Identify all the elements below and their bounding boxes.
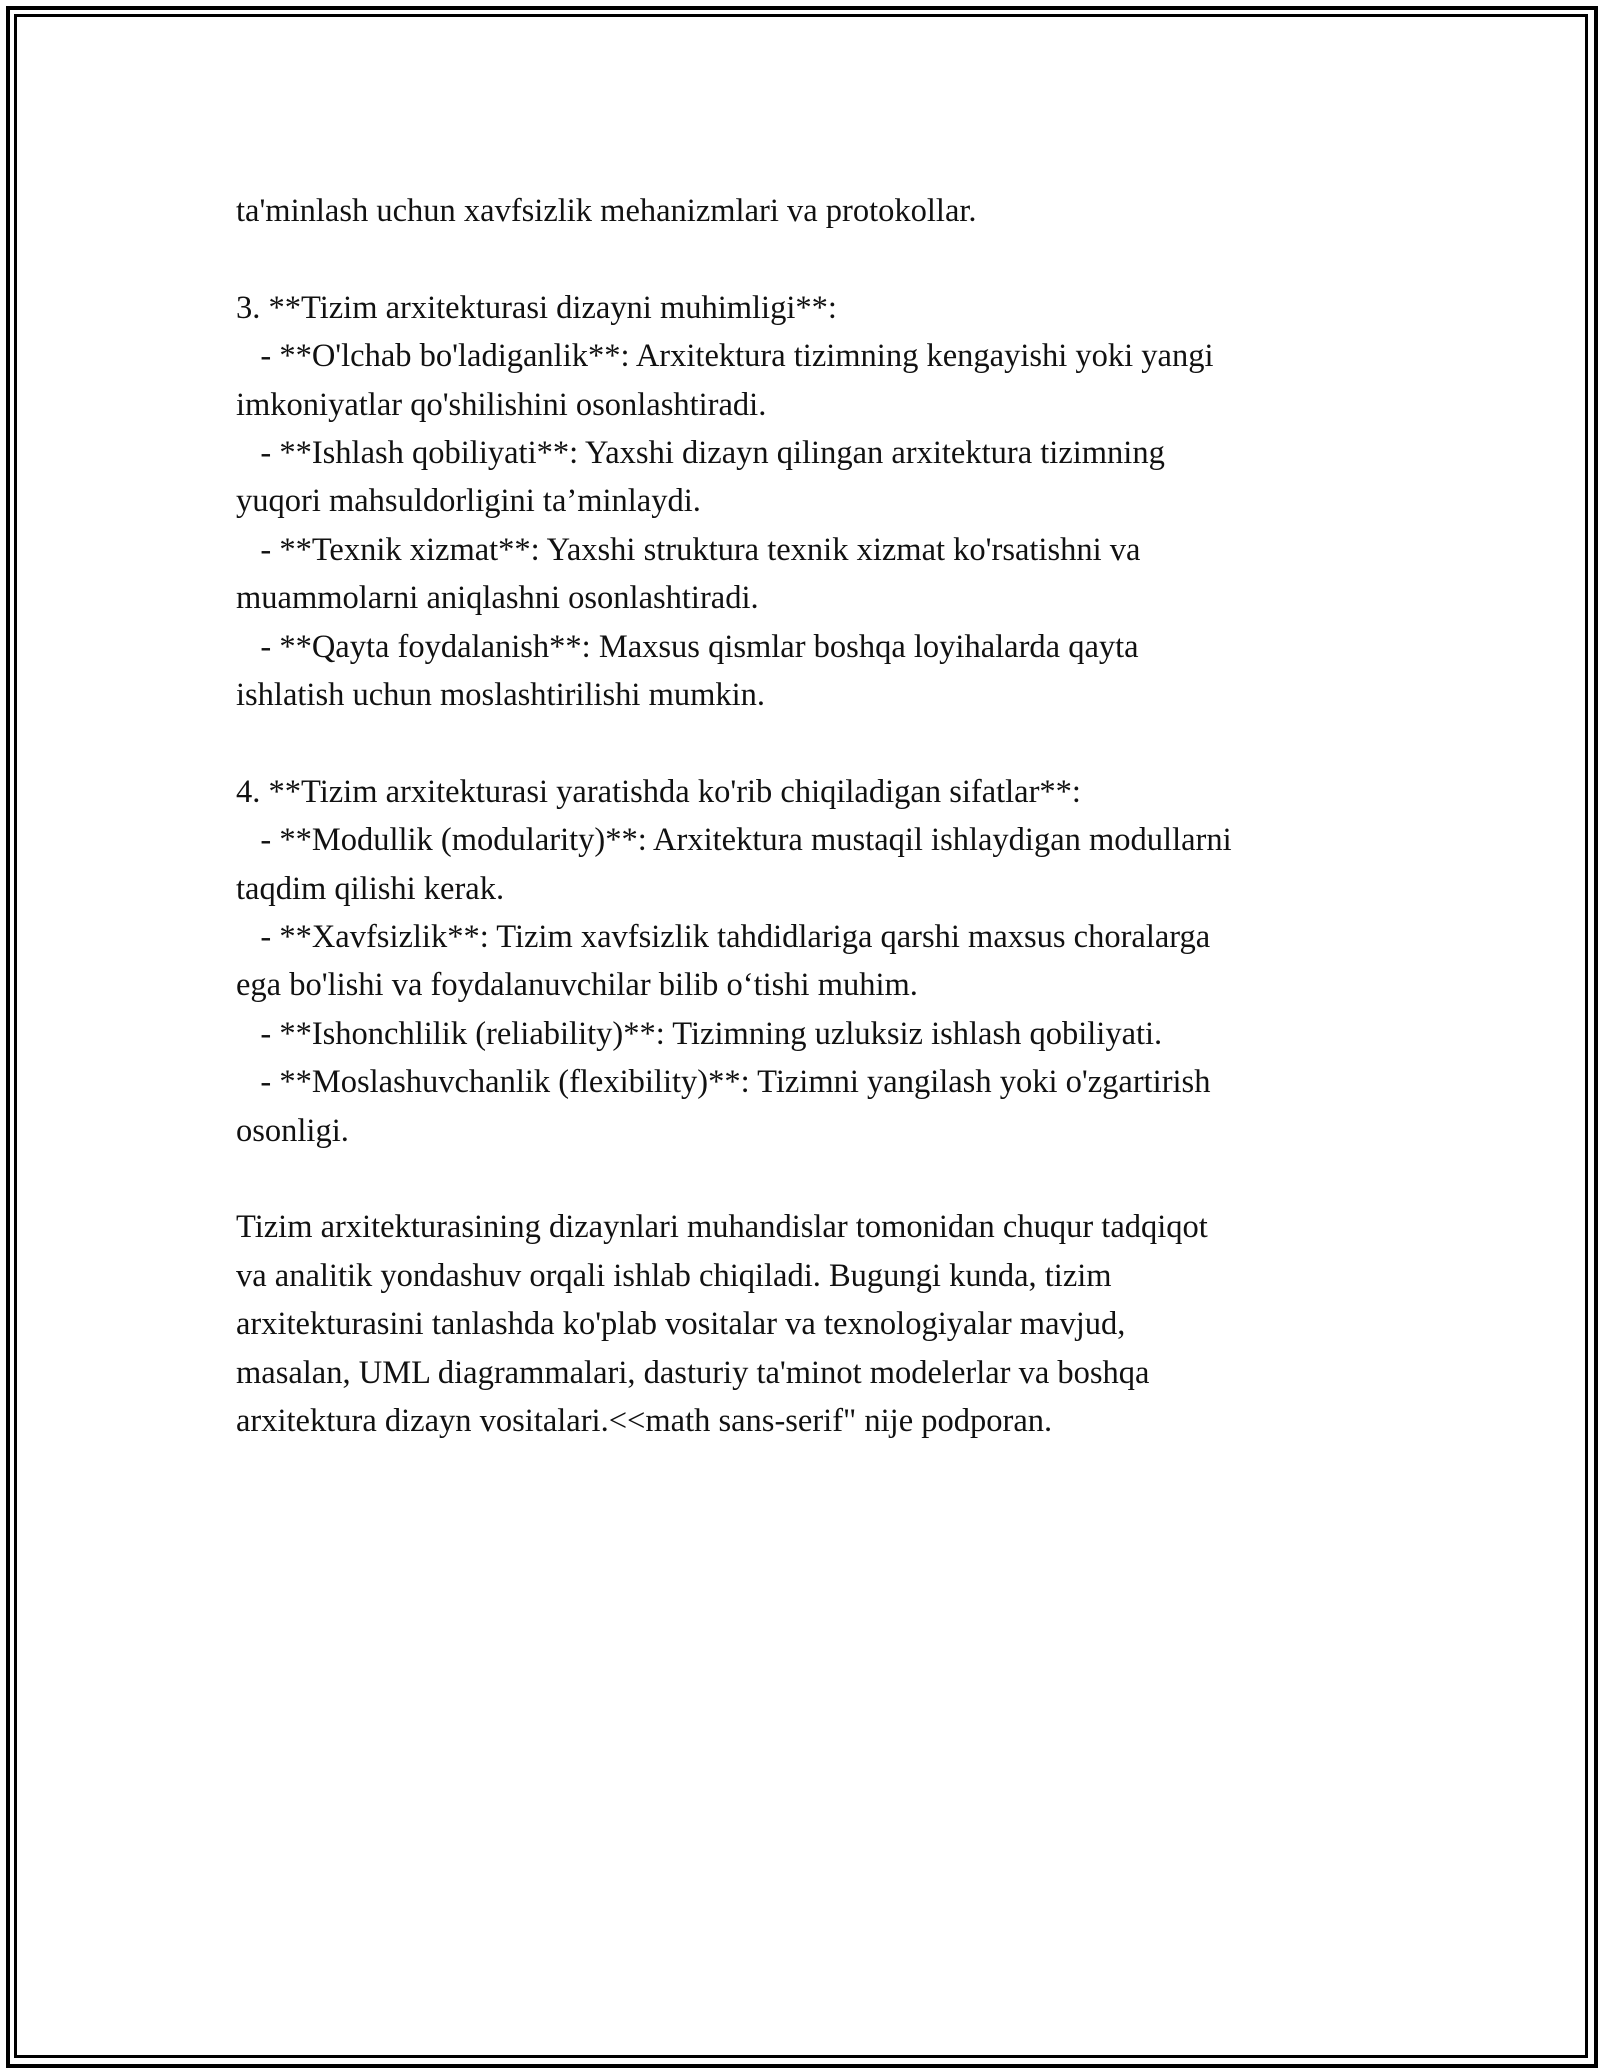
section-3-heading: 3. **Tizim arxitekturasi dizayni muhimligi**: [236, 289, 837, 326]
list-item-reuse: - **Qayta foydalanish**: Maxsus qismlar boshqa loyihalarda qayta [236, 628, 1139, 665]
list-item-performance: - **Ishlash qobiliyati**: Yaxshi dizayn qilingan arxitektura tizimning [236, 435, 1165, 472]
list-item-reliability: - **Ishonchlilik (reliability)**: Tizimning uzluksiz ishlash qobiliyati. [236, 1015, 1163, 1052]
text-line: muammolarni aniqlashni osonlashtiradi. [236, 580, 759, 617]
closing-paragraph-line: va analitik yondashuv orqali ishlab chiqiladi. Bugungi kunda, tizim [236, 1257, 1112, 1294]
text-line: taqdim qilishi kerak. [236, 870, 505, 907]
document-body [236, 187, 1376, 1446]
closing-paragraph-line: arxitekturasini tanlashda ko'plab vositalar va texnologiyalar mavjud, [236, 1306, 1126, 1343]
text-line: osonligi. [236, 1112, 349, 1149]
text-line: ega bo'lishi va foydalanuvchilar bilib o‘tishi muhim. [236, 967, 918, 1004]
list-item-security: - **Xavfsizlik**: Tizim xavfsizlik tahdidlariga qarshi maxsus choralarga [236, 919, 1211, 956]
blank-line [236, 719, 1376, 767]
text-line: imkoniyatlar qo'shilishini osonlashtiradi. [236, 386, 767, 423]
list-item-scalability: - **O'lchab bo'ladiganlik**: Arxitektura tizimning kengayishi yoki yangi [236, 338, 1214, 375]
text-line: ta'minlash uchun xavfsizlik mehanizmlari va protokollar. [236, 193, 977, 229]
closing-paragraph-line: Tizim arxitekturasining dizaynlari muhandislar tomonidan chuqur tadqiqot [236, 1209, 1208, 1246]
text-line: yuqori mahsuldorligini ta’minlaydi. [236, 483, 701, 520]
blank-line [236, 1155, 1376, 1203]
blank-line [236, 235, 1376, 283]
section-4-heading: 4. **Tizim arxitekturasi yaratishda ko'rib chiqiladigan sifatlar**: [236, 773, 1081, 810]
list-item-maintenance: - **Texnik xizmat**: Yaxshi struktura texnik xizmat ko'rsatishni va [236, 531, 1141, 568]
list-item-flexibility: - **Moslashuvchanlik (flexibility)**: Tizimni yangilash yoki o'zgartirish [236, 1064, 1211, 1101]
list-item-modularity: - **Modullik (modularity)**: Arxitektura mustaqil ishlaydigan modullarni [236, 822, 1232, 859]
closing-paragraph-line: masalan, UML diagrammalari, dasturiy ta'minot modelerlar va boshqa [236, 1354, 1150, 1391]
text-line: ishlatish uchun moslashtirilishi mumkin. [236, 677, 766, 714]
closing-paragraph-line: arxitektura dizayn vositalari.<<math sans-serif" nije podporan. [236, 1403, 1053, 1440]
